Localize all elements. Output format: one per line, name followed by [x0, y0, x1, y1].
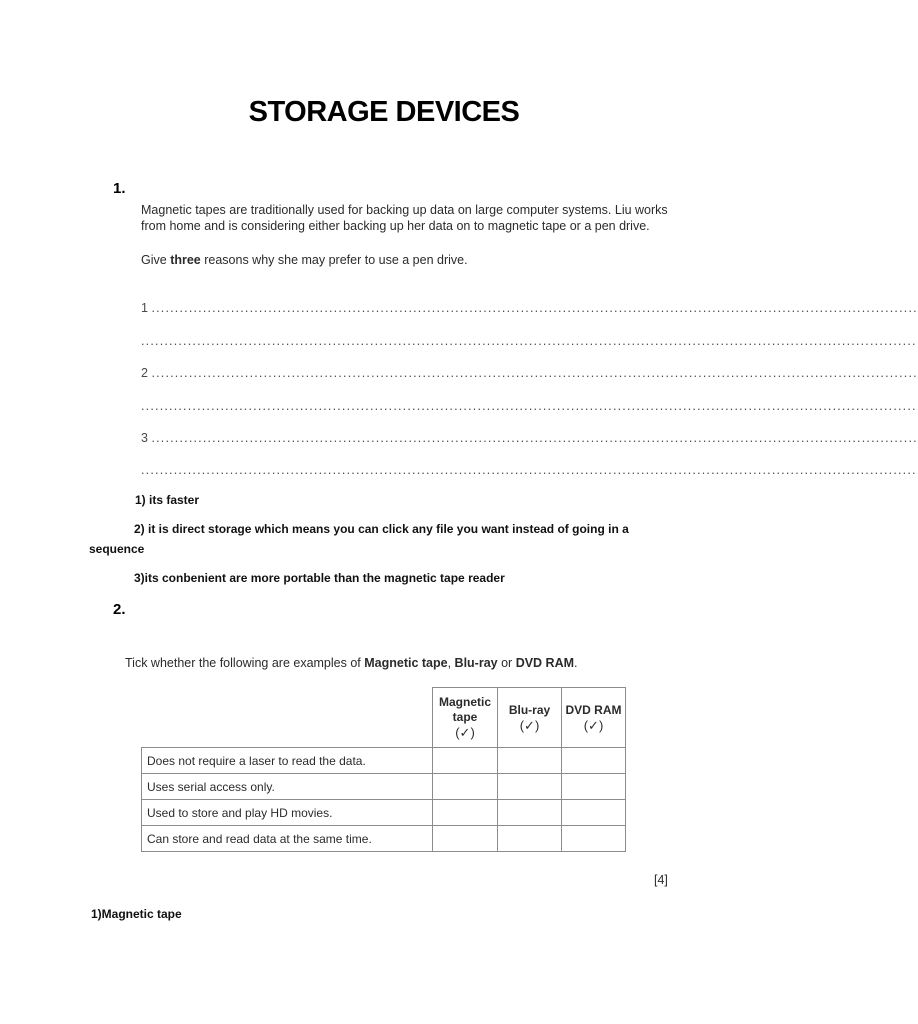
column-header-line: Blu-ray: [508, 702, 551, 717]
tick-cell-dvd-ram[interactable]: [562, 748, 626, 774]
answer-3-text: 3)its conbenient are more portable than the magnetic tape reader: [134, 571, 505, 585]
marks-indicator: [4]: [654, 873, 668, 887]
tick-cell-blu-ray[interactable]: [498, 774, 562, 800]
table-row: [142, 748, 626, 774]
prompt-text-before: Give: [141, 253, 171, 267]
column-header-blu-ray: [498, 688, 562, 748]
question-1-intro-line-1: Magnetic tapes are traditionally used for backing up data on large computer systems. Liu works: [141, 203, 668, 217]
table-row: [142, 826, 626, 852]
answer-2-text-line-1: 2) it is direct storage which means you can click any file you want instead of going in a: [134, 522, 629, 536]
tick-cell-blu-ray[interactable]: [498, 800, 562, 826]
tick-symbol: (✓): [455, 725, 475, 740]
keyword-blu-ray: Blu-ray: [454, 656, 498, 670]
tick-symbol: (✓): [583, 717, 604, 733]
table-corner-blank: [142, 688, 433, 748]
answer-line-1: 1 ....................................................................................................................................................................: [141, 301, 918, 315]
question-2-instruction: [125, 656, 578, 670]
answer-2-text-line-2: sequence: [89, 542, 145, 556]
question-1-intro-line-2: from home and is considering either backing up her data on to magnetic tape or a pen drive.: [141, 219, 650, 233]
question-1-prompt: [141, 253, 468, 267]
row-statement: Does not require a laser to read the data.: [142, 748, 433, 774]
keyword-dvd-ram: DVD RAM: [515, 656, 575, 670]
instruction-end: .: [574, 656, 578, 670]
tick-cell-magnetic-tape[interactable]: [433, 748, 498, 774]
tick-cell-dvd-ram[interactable]: [562, 774, 626, 800]
question-2-number: 2.: [113, 601, 126, 618]
tick-cell-blu-ray[interactable]: [498, 826, 562, 852]
tick-cell-blu-ray[interactable]: [498, 748, 562, 774]
tick-table: [141, 687, 626, 852]
instruction-separator-1: ,: [447, 656, 455, 670]
row-statement: Used to store and play HD movies.: [142, 800, 433, 826]
tick-cell-magnetic-tape[interactable]: [433, 826, 498, 852]
column-header-dvd-ram: [562, 688, 626, 748]
tick-symbol: (✓): [519, 717, 540, 733]
question-2-answer-1: 1)Magnetic tape: [91, 907, 182, 921]
prompt-text-after: reasons why she may prefer to use a pen drive.: [200, 253, 468, 267]
table-row: [142, 800, 626, 826]
answer-line-number-1: 1: [141, 301, 148, 315]
answer-line-3: 3 ....................................................................................................................................................................: [141, 431, 918, 445]
answer-1-text: 1) its faster: [135, 493, 200, 507]
question-1-number: 1.: [113, 180, 126, 197]
answer-line-2-continuation: ......................................................................................................................................................................: [141, 399, 917, 413]
column-header-line: DVD RAM: [565, 702, 622, 717]
column-header-line: tape: [452, 710, 478, 724]
answer-line-1-continuation: ......................................................................................................................................................................: [141, 334, 917, 348]
row-statement: Uses serial access only.: [142, 774, 433, 800]
tick-cell-dvd-ram[interactable]: [562, 800, 626, 826]
page-title: STORAGE DEVICES: [248, 96, 520, 128]
column-header-line: Magnetic: [438, 695, 491, 709]
tick-cell-magnetic-tape[interactable]: [433, 800, 498, 826]
answer-line-number-2: 2: [141, 366, 148, 380]
prompt-keyword-three: three: [170, 253, 201, 267]
table-header-row: [142, 688, 626, 748]
tick-cell-dvd-ram[interactable]: [562, 826, 626, 852]
answer-line-3-continuation: ......................................................................................................................................................................: [141, 463, 917, 477]
answer-line-number-3: 3: [141, 431, 148, 445]
table-row: [142, 774, 626, 800]
tick-cell-magnetic-tape[interactable]: [433, 774, 498, 800]
instruction-text-before: Tick whether the following are examples of: [125, 656, 365, 670]
row-statement: Can store and read data at the same time.: [142, 826, 433, 852]
column-header-magnetic-tape: [433, 688, 498, 748]
keyword-magnetic-tape: Magnetic tape: [364, 656, 448, 670]
instruction-separator-2: or: [497, 656, 516, 670]
answer-line-2: 2 ....................................................................................................................................................................: [141, 366, 918, 380]
